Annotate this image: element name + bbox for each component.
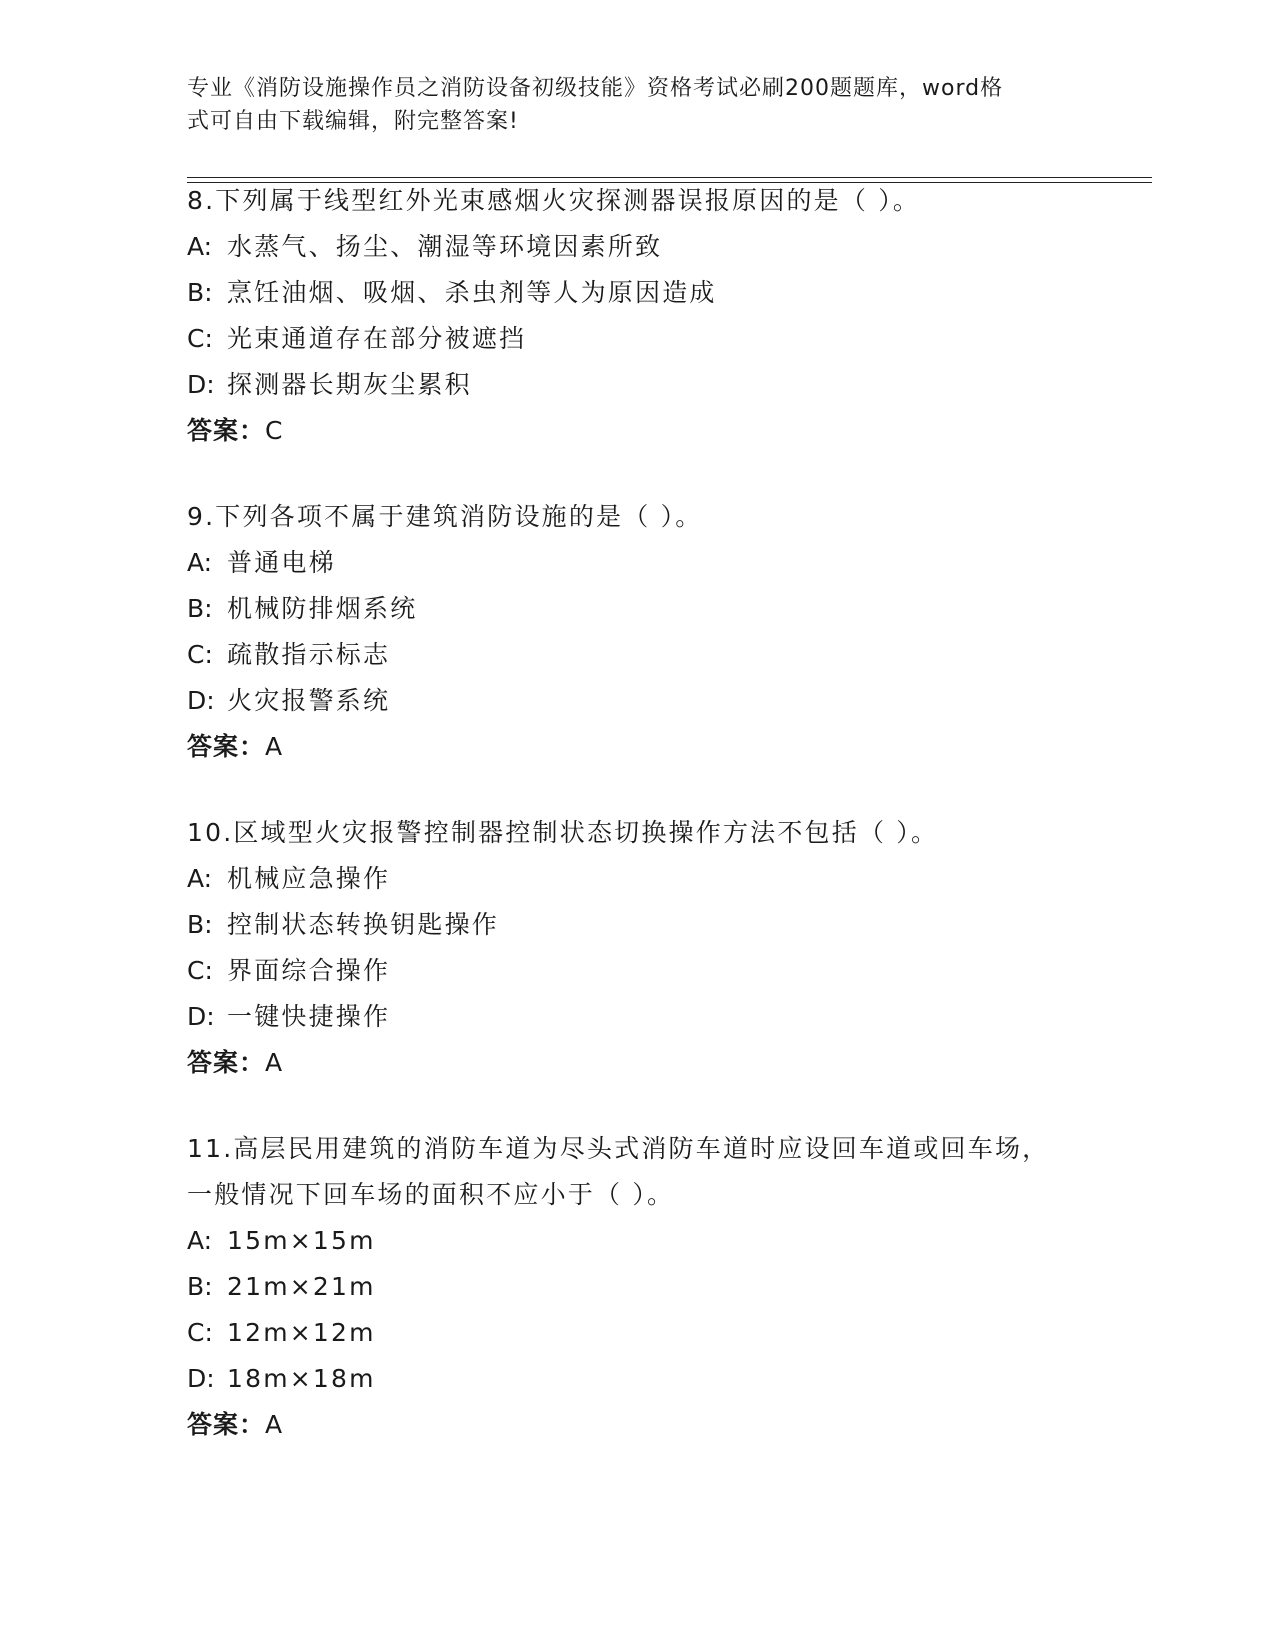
option-letter: C:	[187, 324, 213, 353]
option-text: 机械防排烟系统	[227, 594, 418, 623]
option-b	[187, 902, 1087, 948]
option-letter: A:	[187, 1226, 213, 1255]
option-a	[187, 224, 1087, 270]
option-letter: B:	[187, 910, 213, 939]
option-text: 探测器长期灰尘累积	[227, 370, 472, 399]
question-stem: 8.下列属于线型红外光束感烟火灾探测器误报原因的是（ ）。	[187, 186, 921, 215]
option-b	[187, 586, 1087, 632]
header-line-2: 式可自由下载编辑，附完整答案!	[187, 109, 519, 134]
question-item	[187, 494, 1087, 770]
document-header	[187, 72, 1067, 138]
question-item	[187, 1126, 1067, 1448]
option-letter: D:	[187, 1002, 215, 1031]
option-a	[187, 540, 1087, 586]
answer-label: 答案：	[187, 732, 266, 761]
option-letter: D:	[187, 370, 215, 399]
option-text: 烹饪油烟、吸烟、杀虫剂等人为原因造成	[227, 278, 717, 307]
answer-line	[187, 724, 1087, 770]
option-text: 12m×12m	[227, 1318, 376, 1347]
option-text: 火灾报警系统	[227, 686, 391, 715]
option-letter: C:	[187, 640, 213, 669]
option-letter: A:	[187, 864, 213, 893]
option-text: 一键快捷操作	[227, 1002, 391, 1031]
question-item	[187, 178, 1087, 454]
answer-line	[187, 408, 1087, 454]
option-letter: D:	[187, 1364, 215, 1393]
option-d	[187, 994, 1087, 1040]
option-letter: B:	[187, 278, 213, 307]
option-d	[187, 1356, 1067, 1402]
option-text: 18m×18m	[227, 1364, 376, 1393]
question-stem: 11.高层民用建筑的消防车道为尽头式消防车道时应设回车道或回车场，一般情况下回车场的面积不应小于（ ）。	[187, 1134, 1050, 1209]
option-letter: D:	[187, 686, 215, 715]
option-letter: B:	[187, 594, 213, 623]
option-b	[187, 1264, 1067, 1310]
option-letter: C:	[187, 956, 213, 985]
answer-value: A	[265, 1410, 284, 1439]
option-text: 光束通道存在部分被遮挡	[227, 324, 527, 353]
option-text: 疏散指示标志	[227, 640, 391, 669]
answer-value: C	[265, 416, 284, 445]
answer-label: 答案：	[187, 1410, 266, 1439]
option-c	[187, 948, 1087, 994]
answer-value: A	[265, 1048, 284, 1077]
answer-line	[187, 1040, 1087, 1086]
answer-label: 答案：	[187, 416, 266, 445]
option-text: 界面综合操作	[227, 956, 391, 985]
option-c	[187, 1310, 1067, 1356]
option-text: 15m×15m	[227, 1226, 376, 1255]
option-letter: B:	[187, 1272, 213, 1301]
option-letter: A:	[187, 548, 213, 577]
answer-line	[187, 1402, 1067, 1448]
option-text: 机械应急操作	[227, 864, 391, 893]
question-item	[187, 810, 1087, 1086]
option-c	[187, 316, 1087, 362]
answer-label: 答案：	[187, 1048, 266, 1077]
header-line-1: 专业《消防设施操作员之消防设备初级技能》资格考试必刷200题题库，word格	[187, 76, 1004, 101]
option-c	[187, 632, 1087, 678]
question-stem: 10.区域型火灾报警控制器控制状态切换操作方法不包括（ ）。	[187, 818, 939, 847]
option-b	[187, 270, 1087, 316]
option-d	[187, 362, 1087, 408]
option-text: 控制状态转换钥匙操作	[227, 910, 500, 939]
option-text: 21m×21m	[227, 1272, 376, 1301]
option-text: 水蒸气、扬尘、潮湿等环境因素所致	[227, 232, 663, 261]
option-a	[187, 856, 1087, 902]
option-letter: A:	[187, 232, 213, 261]
question-stem: 9.下列各项不属于建筑消防设施的是（ ）。	[187, 502, 703, 531]
answer-value: A	[265, 732, 284, 761]
option-d	[187, 678, 1087, 724]
option-text: 普通电梯	[227, 548, 336, 577]
option-a	[187, 1218, 1067, 1264]
option-letter: C:	[187, 1318, 213, 1347]
